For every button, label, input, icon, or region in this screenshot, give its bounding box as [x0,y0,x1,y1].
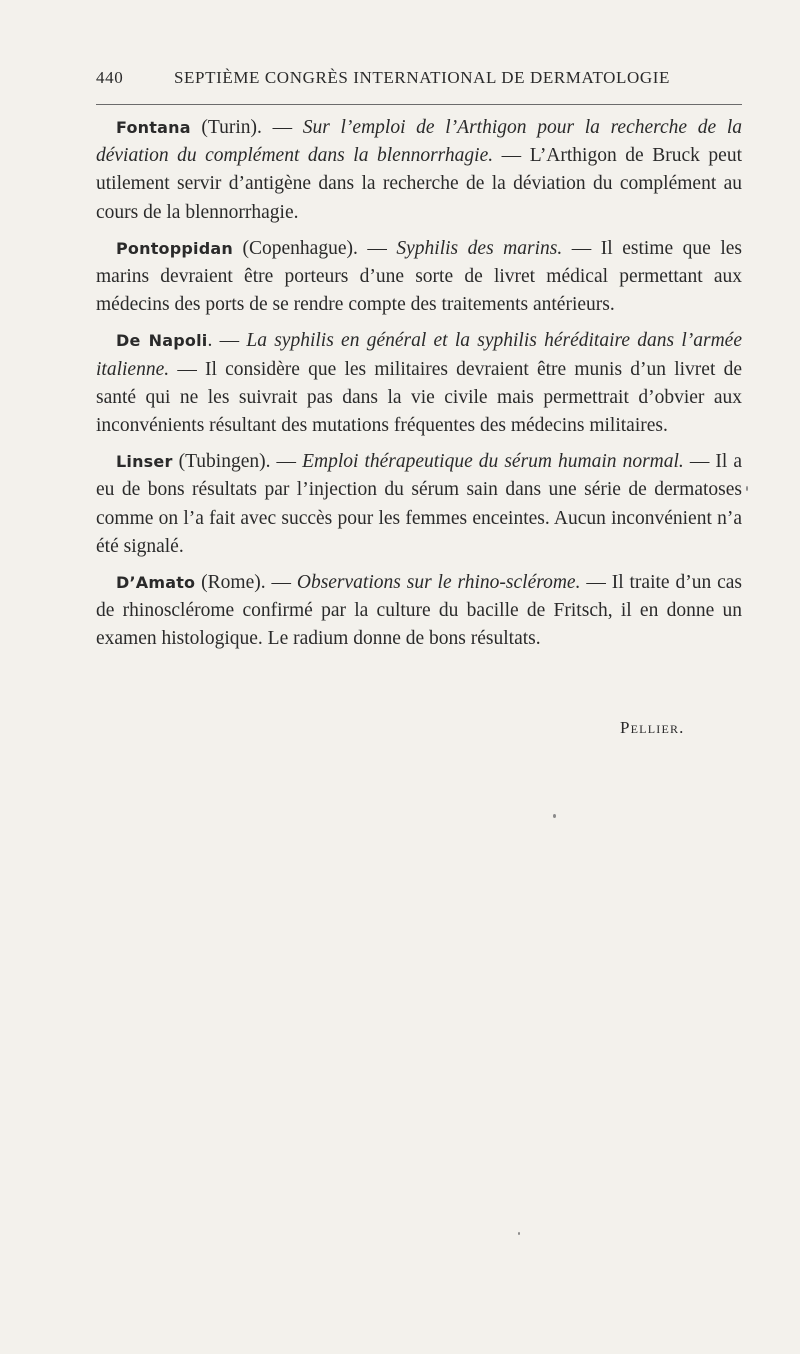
entry-author: De Napoli [116,331,208,351]
entry-place: (Copenhague). — [232,237,397,259]
entry-text: — L’Arthigon de Bruck peut utilement servir d’antigène dans la recherche de la déviation du complément au cours de la blennorrhagie. [96,145,742,223]
entry-text: — Il traite d’un cas de rhinosclérome confirmé par la culture du bacille de Fritsch, il en donne un examen histologique. Le radium donne de bons résultats. [96,572,742,650]
entry-author: Fontana [116,118,191,137]
entry-title: Sur l’emploi de l’Arthigon pour la recherche de la déviation du complément dans la blennorrhagie. [96,117,743,167]
paper-speck [518,1232,520,1235]
entry-title: La syphilis en général et la syphilis héréditaire dans l’armée italienne. [96,330,742,380]
abstract-entry [96,327,742,440]
entry-place: (Rome). — [195,572,297,594]
abstract-entry [96,448,742,561]
paper-speck [553,814,556,818]
header-rule [96,104,742,105]
entry-text: — Il a eu de bons résultats par l’injection du sérum sain dans une série de dermatoses comme on l’a fait avec succès pour les femmes enceintes. Aucun inconvénient n’a été signalé. [96,451,742,557]
entry-title: Observations sur le rhino-sclérome. [296,572,581,594]
entry-place: . — [207,330,247,352]
header-title: SEPTIÈME CONGRÈS INTERNATIONAL DE DERMATOLOGIE [174,68,671,87]
entry-author: Linser [116,452,173,472]
abstract-entry [96,114,742,227]
entry-author: D’Amato [116,573,196,593]
abstracts-list [96,114,742,662]
entry-text: — Il considère que les militaires devraient être munis d’un livret de santé qui ne les suivrait pas dans la vie civile mais permettrait d’obvier aux inconvénients résultant des mutations fréquentes des médecins militaires. [96,358,742,437]
entry-place: (Turin). — [190,117,303,138]
paper-speck [746,486,748,491]
entry-place: (Tubingen). — [172,451,303,473]
entry-author: Pontoppidan [116,238,233,258]
entry-title: Emploi thérapeutique du sérum humain normal. [302,451,684,473]
page-number: 440 [96,68,124,87]
abstract-entry [96,569,742,654]
entry-text: — Il estime que les marins devraient être porteurs d’une sorte de livret médical permettant aux médecins des ports de se rendre compte des traitements antérieurs. [96,237,742,316]
abstract-entry [96,235,742,320]
running-header [96,68,742,94]
entry-title: Syphilis des marins. [396,237,563,259]
signature: Pellier. [620,718,685,737]
